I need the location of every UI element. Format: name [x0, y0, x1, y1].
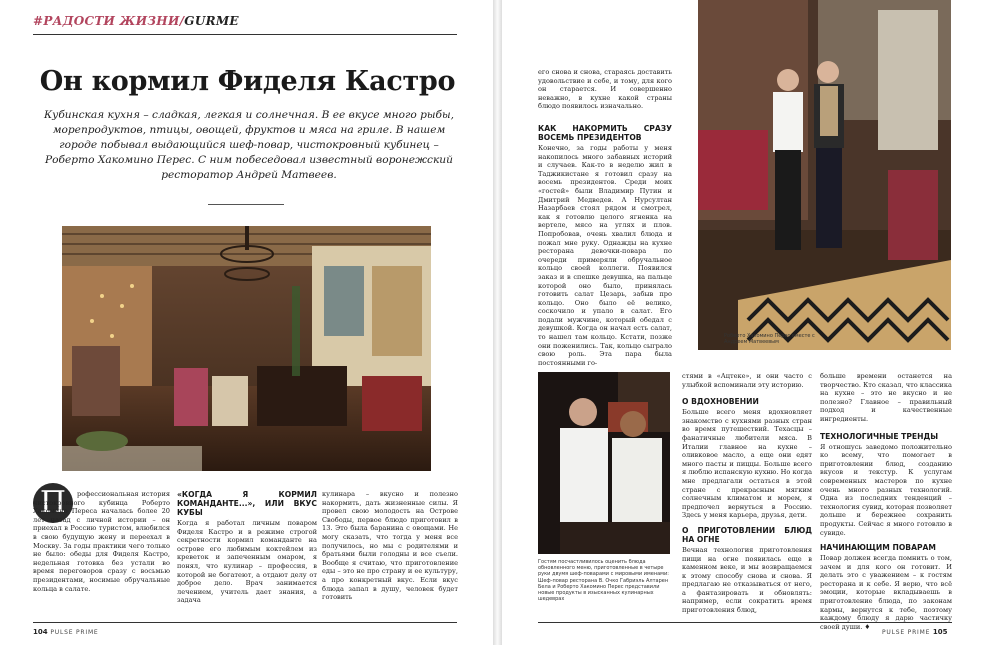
- footer-right: [882, 628, 948, 636]
- career-column: кулинара – вкусно и полезно накормить, дать жизненные силы. Я провел свою молодость на Острове Свободы, первое блюдо приготовил в 13. Это была баранина с овощами. Не могу сказать, что тогда у меня все получилось, но мы с родителями и братьями были голодны и все съели. Вообще я считаю, что приготовление еды – это не про страну и ее культуру, а про конкретный вкус. Если вкус блюда запал в душу, человек будет готовить: [322, 490, 458, 602]
- fire-text: Вечная технология приготовления пищи на огне появилась еще в каменном веке, и мы возвращаемся к этому способу снова и снова. Я предлагаю не отказываться от него, а фантазировать и обновлять: например, если сократить время приготовления блюд,: [682, 545, 812, 615]
- fire-heading: О ПРИГОТОВЛЕНИИ БЛЮД НА ОГНЕ: [682, 525, 812, 544]
- inspiration-column: [682, 372, 812, 615]
- presidents-column: [538, 124, 672, 367]
- portrait-caption: Роберто Хакомино Перес вместе с Андреем Матвеевым: [724, 333, 815, 346]
- left-page: [0, 0, 493, 645]
- beginners-text: Повар должен всегда помнить о том, зачем и для кого он готовит. И делать это с уважением – к гостям ресторана и к себе. Я верю, что всё эмоции, которые вкладываешь в приготовление блюда, по законам кармы, вернутся к тебе, поэтому каждому блюду я дарю частичку своей души. ♦: [820, 554, 952, 631]
- cuba-text: Когда я работал личным поваром Фиделя Кастро и в режиме строгой секретности кормил команданте на острове его любимым коктейлем из креветок и запеченным омаром, я понял, что кулинар – профессия, в которой не богатеют, а отдают делу от доброе дело. Врач занимается лечением, учитель дает знания, а задача: [177, 519, 317, 605]
- footer-left: [33, 628, 99, 636]
- section-header: [33, 14, 239, 28]
- article-lead: Кубинская кухня – сладкая, легкая и солнечная. В ее вкусе много рыбы, морепродуктов, птицы, овощей, фруктов и мяса на гриле. В нашем городе побывал выдающийся шеф-повар, чистокровный кубинец – Роберто Хакомино Перес. С ним побеседовал известный воронежский ресторатор Андрей Матвеев.: [43, 109, 455, 181]
- presidents-heading: КАК НАКОРМИТЬ СРАЗУ ВОСЕМЬ ПРЕЗИДЕНТОВ: [538, 124, 672, 142]
- cuba-heading: «КОГДА Я КОРМИЛ КОМАНДАНТЕ...», ИЛИ ВКУС КУБЫ: [177, 490, 317, 517]
- intro-column: рофессиональная история чистокровного кубинца Роберто Хакомино Переса началась более 20 лет назад с личной истории – он приехал в Россию туристом, влюбился в свою будущую жену и переехал в Москву. За годы практики чего только не было: обеды для Фиделя Кастро, недельная готовка без устали во время переговоров сразу с восьмью президентами, носимые обручальные кольца в салате.: [33, 490, 170, 593]
- tech-heading: ТЕХНОЛОГИЧНЫЕ ТРЕНДЫ: [820, 431, 939, 441]
- section-rule: [33, 34, 457, 35]
- trends-column: [820, 372, 952, 631]
- section-subtag: GURME: [184, 14, 239, 28]
- portrait-photo: [698, 0, 951, 350]
- continuation-column: его снова и снова, стараясь доставить удовольствие и себе, и тому, для кого он старается. И совершенно неважно, в кухне какой страны блюдо появилось изначально.: [538, 68, 672, 111]
- chefs-photo: [538, 372, 670, 554]
- lead-divider: [208, 204, 284, 205]
- tech-text: Я отношусь заведомо положительно ко всему, что помогает в приготовлении блюд, созданию вкусов и текстур. К услугам современных мастеров по кухне очень много разных технологий. Одна из последних тенденций – технология сувид, которая позволяет дольше и бережнее сохранить продукты. Сейчас я много готовлю в сувиде.: [820, 442, 952, 537]
- page-number: 104: [33, 628, 48, 636]
- magazine-name-right: PULSE PRIME: [882, 629, 931, 636]
- aztec-text: стями в «Ацтеке», и они часто с улыбкой вспоминали эту историю.: [682, 372, 812, 389]
- footer-rule-right: [538, 622, 952, 623]
- presidents-text: Конечно, за годы работы у меня накопилось много забавных историй и случаев. Как-то в неделю жил в Таджикистане я готовил сразу на восемь президентов. Среди моих «гостей» были Владимир Путин и Дмитрий Медведев. А Нурсултан Назарбаев стоял рядом и смотрел, как я готовлю целого ягненка на вертеле, мясо на углях и плов. Попробовав, очень хвалил блюда и пожал мне руку. Однажды на кухне ресторана девочки-повара по очереди примеряли обручальное кольцо своей коллеги. Появился заказ и в спешке девушка, на пальце которой оно было, принялась готовить салат Цезарь, забыв про кольцо. Оно было её велико, соскочило и упало в салат. Его подали мужчине, который обедал с девушкой. Когда он начал есть салат, то нашел там кольцо. Кстати, позже они поженились. Так, кольцо сыграло свою роль. Эта пара была постоянными го-: [538, 144, 672, 367]
- article-title: Он кормил Фиделя Кастро: [39, 66, 456, 97]
- cuba-column: [177, 490, 317, 615]
- magazine-name: PULSE PRIME: [50, 629, 99, 636]
- page-number-right: 105: [932, 628, 948, 636]
- spine: [493, 0, 502, 645]
- creativity-text: больше времени останется на творчество. Кто сказал, что классика на кухне – это не вкусно и не полезно? Главное – правильный подход и качественные ингредиенты.: [820, 372, 952, 423]
- right-page: [502, 0, 995, 645]
- inspiration-text: Больше всего меня вдохновляет знакомство с кухнями разных стран во время путешествий. Техасцы – фанатичные любители мяса. В Италии главное на кухне – оливковое масло, а еще они едят много пасты и пиццы. Больше всего я люблю испанскую кухню. Но когда мне предлагали остаться в этой стране с прекрасным мягким солнечным климатом и морем, я предпочел вернуться в Россию. Здесь у меня карьера, друзья, дети.: [682, 408, 812, 520]
- chefs-caption: Гостям посчастливилось оценить блюда обновленного меню, приготовленные в четыре руки двумя шеф-поварами с мировыми именами: Шеф-повар ресторана В. Очко Габриэль Алтарен Бела и Роберто Хакомино Перес представили новые продукты в изысканных кулинарных шедеврах: [538, 559, 669, 603]
- restaurant-interior-photo: [62, 226, 431, 471]
- section-tag: #РАДОСТИ ЖИЗНИ/: [33, 14, 185, 28]
- footer-rule: [33, 622, 457, 623]
- inspiration-heading: О ВДОХНОВЕНИИ: [682, 397, 759, 407]
- beginners-heading: НАЧИНАЮЩИМ ПОВАРАМ: [820, 543, 936, 553]
- dropcap: П: [33, 483, 73, 523]
